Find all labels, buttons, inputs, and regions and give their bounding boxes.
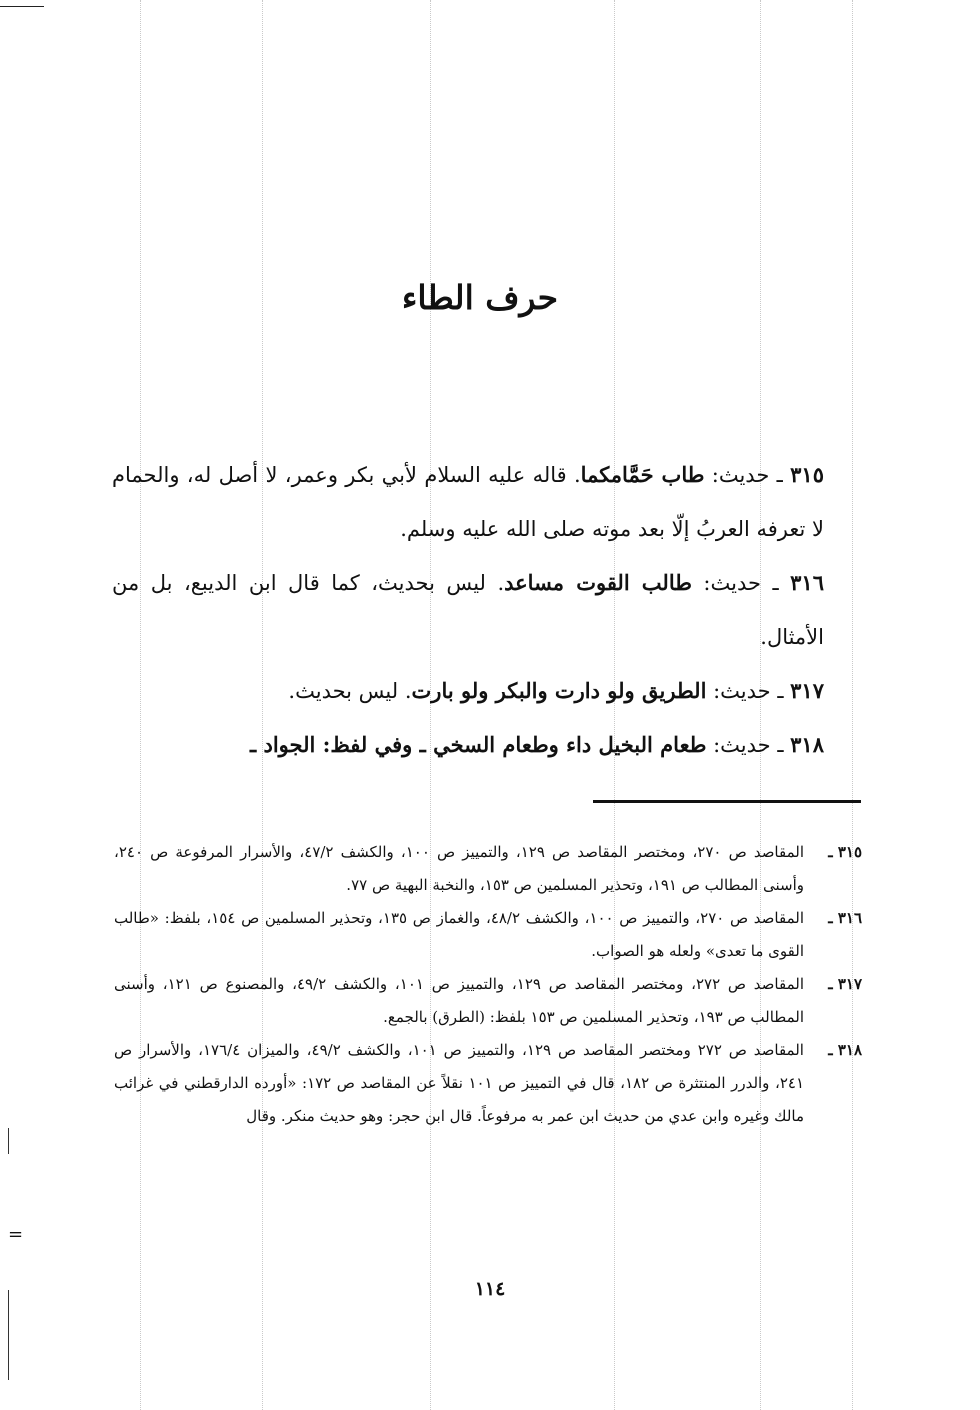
footnote-text: المقاصد ص ٢٧٠، ومختصر المقاصد ص ١٢٩، والتمييز ص ١٠٠، والكشف ٤٧/٢، والأسرار المرفوعة ص ٢٤٠، وأسنى المطالب ص ١٩١، وتحذير المسلمين ص ١٥٣، والنخبة البهية ص ٧٧. xyxy=(114,843,805,894)
footnote-number: ٣١٨ ـ xyxy=(828,1041,862,1059)
entry-hadith: طعام البخيل داء وطعام السخي ـ وفي لفظ: الجواد ـ xyxy=(250,732,707,757)
footnotes xyxy=(114,836,862,1133)
continuation-mark: = xyxy=(8,1224,24,1245)
entry-315 xyxy=(112,448,824,556)
entry-prefix: ـ حديث: xyxy=(706,679,791,703)
entry-hadith: طالب القوت مساعد xyxy=(504,570,692,595)
entry-number: ٣١٧ xyxy=(790,678,824,703)
entry-prefix: ـ حديث: xyxy=(704,463,791,487)
entry-text: . ليس بحديث، كما قال ابن الديبع، بل من الأمثال. xyxy=(112,571,824,649)
footnote-317 xyxy=(114,968,862,1034)
chapter-heading: حرف الطاء xyxy=(401,278,559,317)
entry-318 xyxy=(112,718,824,772)
entry-hadith: الطريق ولو دارت والبكر ولو بارت xyxy=(411,678,707,703)
scan-edge-mark xyxy=(8,1128,9,1154)
entry-317 xyxy=(112,664,824,718)
page-number: ١١٤ xyxy=(474,1278,506,1300)
footnote-315 xyxy=(114,836,862,902)
footnote-text: المقاصد ص ٢٧٢ ومختصر المقاصد ص ١٢٩، والتمييز ص ١٠١، والكشف ٤٩/٢، والميزان ١٧٦/٤، والأسرار ص ٢٤١، والدرر المنتثرة ص ١٨٢، قال في التمييز ص ١٠١ نقلاً عن المقاصد ص ١٧٢: «أورده الدارقطني في غرائب مالك وغيره وابن عدي من حديث ابن عمر به مرفوعاً. قال ابن حجر: وهو حديث منكر. وقال xyxy=(114,1041,804,1125)
entry-number: ٣١٦ xyxy=(790,570,824,595)
entry-316 xyxy=(112,556,824,664)
main-text xyxy=(112,448,824,772)
scan-corner-mark xyxy=(0,6,44,7)
footnote-separator xyxy=(593,800,861,803)
footnote-text: المقاصد ص ٢٧٢، ومختصر المقاصد ص ١٢٩، والتمييز ص ١٠١، والكشف ٤٩/٢، والمصنوع ص ١٢١، وأسنى المطالب ص ١٩٣، وتحذير المسلمين ص ١٥٣ بلفظ: (الطرق) بالجمع. xyxy=(114,975,804,1026)
footnote-316 xyxy=(114,902,862,968)
footnote-text: المقاصد ص ٢٧٠، والتمييز ص ١٠٠، والكشف ٤٨/٢، والغماز ص ١٣٥، وتحذير المسلمين ص ١٥٤، بلفظ: «طالب القوى ما تعدى» ولعله هو الصواب. xyxy=(114,909,804,960)
entry-text: . ليس بحديث. xyxy=(288,679,412,703)
entry-prefix: ـ حديث: xyxy=(691,571,791,595)
scan-artifact-line xyxy=(852,0,853,1410)
entry-number: ٣١٨ xyxy=(790,732,824,757)
footnote-number: ٣١٧ ـ xyxy=(828,975,862,993)
footnote-number: ٣١٦ ـ xyxy=(828,909,862,927)
footnote-number: ٣١٥ ـ xyxy=(828,843,862,861)
scan-edge-mark xyxy=(8,1290,9,1380)
entry-hadith: طاب حَمَّامكما xyxy=(580,462,705,487)
entry-number: ٣١٥ xyxy=(790,462,824,487)
footnote-318 xyxy=(114,1034,862,1133)
entry-text: . قاله عليه السلام لأبي بكر وعمر، لا أصل له، والحمام لا تعرفه العربُ إلّا بعد موته صلى الله عليه وسلم. xyxy=(112,463,824,541)
entry-prefix: ـ حديث: xyxy=(706,733,791,757)
